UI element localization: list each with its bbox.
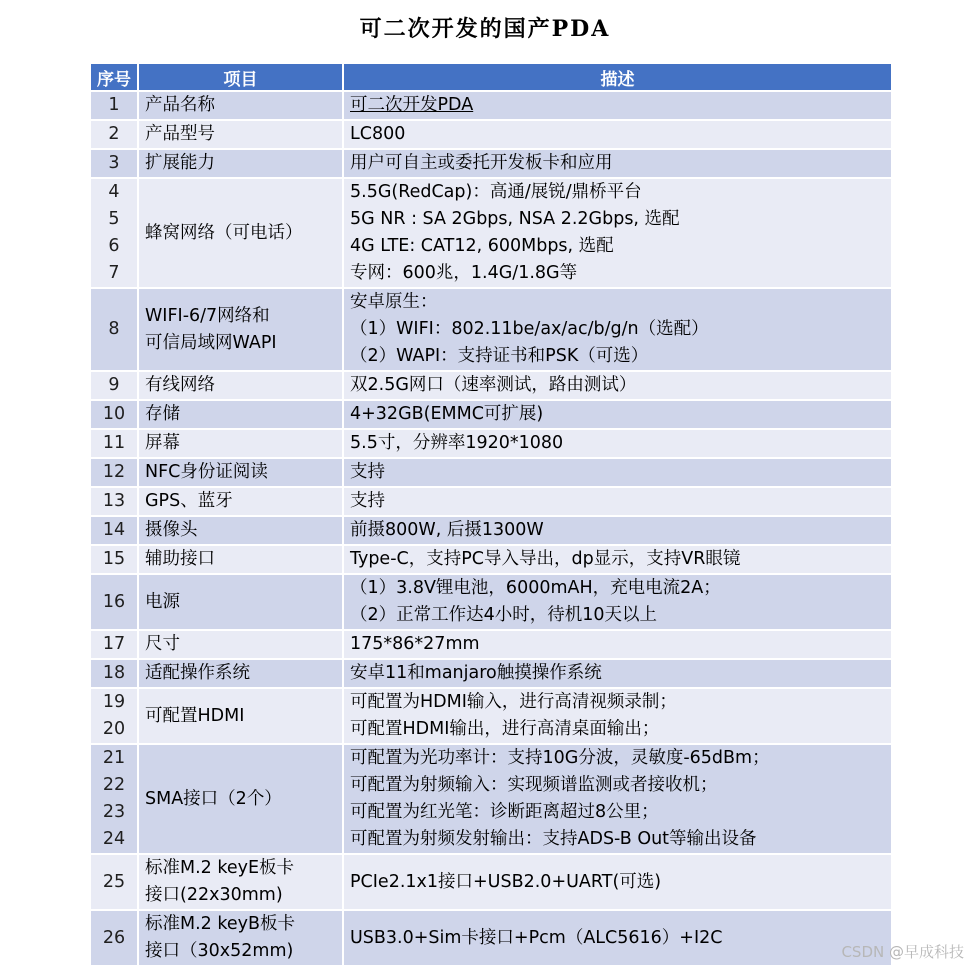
row-description-text: 支持 [350,491,385,511]
table-row [90,516,892,545]
row-number-value: 15 [102,549,126,569]
row-description-text: 可配置为光功率计：支持10G分波，灵敏度-65dBm； [350,748,770,768]
row-description [343,545,892,574]
row-number-value: 19 [102,692,126,712]
row-number-value: 12 [102,462,126,482]
row-number [90,910,138,966]
row-item [138,545,343,574]
table-row [90,288,892,371]
row-number-value: 4 [108,182,120,202]
row-item [138,744,343,854]
table-row [90,371,892,400]
table-row [90,91,892,120]
row-item [138,429,343,458]
row-item [138,487,343,516]
table-row [90,487,892,516]
row-description [343,371,892,400]
row-number-value: 6 [108,236,120,256]
row-number-value: 13 [102,491,126,511]
row-item-text: 可信局域网WAPI [145,332,277,353]
row-number [90,400,138,429]
table-row [90,574,892,630]
row-item [138,120,343,149]
table-row [90,178,892,288]
row-number [90,744,138,854]
table-row [90,400,892,429]
row-description-text: 用户可自主或委托开发板卡和应用 [350,153,613,173]
row-number-value: 22 [102,775,126,795]
row-item-text: 辅助接口 [145,549,215,569]
spec-table [89,62,893,967]
row-item-text: NFC身份证阅读 [145,462,268,482]
row-number [90,458,138,487]
row-item [138,288,343,371]
row-number [90,371,138,400]
row-number-value: 17 [102,634,126,654]
row-item-text: 标准M.2 keyB板卡 [145,914,295,934]
row-item [138,178,343,288]
header-no: 序号 [90,63,138,91]
row-description [343,458,892,487]
row-number-value: 14 [102,520,126,540]
row-description-text: （1）3.8V锂电池，6000mAH，充电电流2A； [350,578,721,598]
row-number-value: 24 [102,829,126,849]
row-item [138,574,343,630]
row-number [90,120,138,149]
table-row [90,545,892,574]
row-description [343,688,892,744]
row-item-text: 可配置HDMI [145,705,245,726]
row-number [90,178,138,288]
row-description [343,744,892,854]
row-item-text: 存储 [145,404,180,424]
row-item-text: 适配操作系统 [145,663,250,683]
row-item-text: SMA接口（2个） [145,788,282,809]
row-item-text: 标准M.2 keyE板卡 [145,858,295,878]
row-number-value: 26 [102,927,126,948]
table-row [90,458,892,487]
row-number [90,149,138,178]
row-description-text: 5.5G(RedCap)：高通/展锐/鼎桥平台 [350,182,642,202]
row-item [138,854,343,910]
row-item-text: 产品名称 [145,95,215,115]
row-description-text: 可配置HDMI输出，进行高清桌面输出； [350,719,660,739]
page-title: 可二次开发的国产PDA [359,16,611,42]
row-description [343,630,892,659]
row-description [343,178,892,288]
row-item-text: 接口(22x30mm) [145,885,283,905]
row-item [138,149,343,178]
row-description [343,429,892,458]
row-description [343,574,892,630]
row-description-text: 4G LTE: CAT12, 600Mbps, 选配 [350,236,614,256]
row-number [90,91,138,120]
row-item-text: 电源 [145,591,180,612]
row-description-text: 双2.5G网口（速率测试，路由测试） [350,375,637,395]
row-number [90,545,138,574]
row-item [138,91,343,120]
table-row [90,120,892,149]
row-description-text: 安卓原生： [350,292,438,312]
row-item [138,659,343,688]
row-item-text: 蜂窝网络（可电话） [145,222,303,243]
row-item-text: 有线网络 [145,375,215,395]
table-row [90,659,892,688]
row-description [343,487,892,516]
header-item: 项目 [138,63,343,91]
row-item [138,688,343,744]
row-description-text: USB3.0+Sim卡接口+Pcm（ALC5616）+I2C [350,927,723,948]
row-description-text: Type-C，支持PC导入导出，dp显示，支持VR眼镜 [350,549,741,569]
row-description [343,91,892,120]
row-description [343,400,892,429]
row-item-text: GPS、蓝牙 [145,491,233,511]
row-number-value: 8 [108,319,120,339]
table-row [90,429,892,458]
row-number [90,630,138,659]
row-number-value: 2 [108,124,120,144]
row-number [90,688,138,744]
row-item-text: 尺寸 [145,634,180,654]
row-item [138,458,343,487]
row-description [343,516,892,545]
row-number [90,429,138,458]
row-number-value: 21 [102,748,126,768]
row-description-text: 可配置为射频发射输出：支持ADS-B Out等输出设备 [350,829,757,849]
row-number [90,574,138,630]
row-item-text: 接口（30x52mm) [145,941,294,961]
row-number-value: 10 [102,404,126,424]
row-item [138,400,343,429]
row-number-value: 7 [108,263,120,283]
row-description-text: 安卓11和manjaro触摸操作系统 [350,663,602,683]
row-description-text: 175*86*27mm [350,634,480,654]
table-row [90,744,892,854]
row-description [343,120,892,149]
header-desc: 描述 [343,63,892,91]
row-description-text: 可配置为射频输入：实现频谱监测或者接收机； [350,775,718,795]
row-description-text: 前摄800W, 后摄1300W [350,520,544,540]
row-number [90,487,138,516]
row-item [138,516,343,545]
row-description-text: 可配置为HDMI输入，进行高清视频录制； [350,692,677,712]
row-item-text: 摄像头 [145,520,198,540]
row-item-text: 扩展能力 [145,153,215,173]
table-row [90,149,892,178]
row-number-value: 1 [108,95,120,115]
row-number [90,854,138,910]
row-item-text: 屏幕 [145,433,180,453]
row-number-value: 5 [108,209,120,229]
row-number [90,516,138,545]
row-number-value: 9 [108,375,120,395]
row-number [90,659,138,688]
row-description-text: 支持 [350,462,385,482]
row-description-text: （1）WIFI：802.11be/ax/ac/b/g/n（选配） [350,319,709,339]
row-description [343,910,892,966]
row-number-value: 18 [102,663,126,683]
row-number-value: 3 [108,153,120,173]
table-row [90,688,892,744]
row-item [138,371,343,400]
row-description-text: PCIe2.1x1接口+USB2.0+UART(可选) [350,871,662,892]
row-description [343,854,892,910]
row-description-text: 可二次开发PDA [350,95,474,115]
row-number-value: 16 [102,591,126,612]
row-description [343,149,892,178]
row-number-value: 11 [102,433,126,453]
row-item-text: 产品型号 [145,124,215,144]
table-row [90,630,892,659]
row-item [138,910,343,966]
row-description-text: 5.5寸，分辨率1920*1080 [350,433,564,453]
table-row [90,910,892,966]
table-body [90,91,892,966]
row-description-text: 专网：600兆，1.4G/1.8G等 [350,263,578,283]
row-description-text: （2）正常工作达4小时，待机10天以上 [350,605,658,625]
row-description-text: 可配置为红光笔：诊断距离超过8公里； [350,802,659,822]
row-item-text: WIFI-6/7网络和 [145,305,270,326]
row-number-value: 20 [102,719,126,739]
table-row [90,854,892,910]
row-description-text: （2）WAPI：支持证书和PSK（可选） [350,346,649,366]
row-number-value: 25 [102,871,126,892]
row-number [90,288,138,371]
row-description-text: 5G NR : SA 2Gbps, NSA 2.2Gbps, 选配 [350,209,680,229]
row-description-text: LC800 [350,124,406,144]
row-description [343,659,892,688]
watermark: CSDN @早成科技 [841,943,964,961]
row-number-value: 23 [102,802,126,822]
row-description [343,288,892,371]
row-description-text: 4+32GB(EMMC可扩展) [350,404,544,424]
row-item [138,630,343,659]
table-header-row [90,63,892,91]
